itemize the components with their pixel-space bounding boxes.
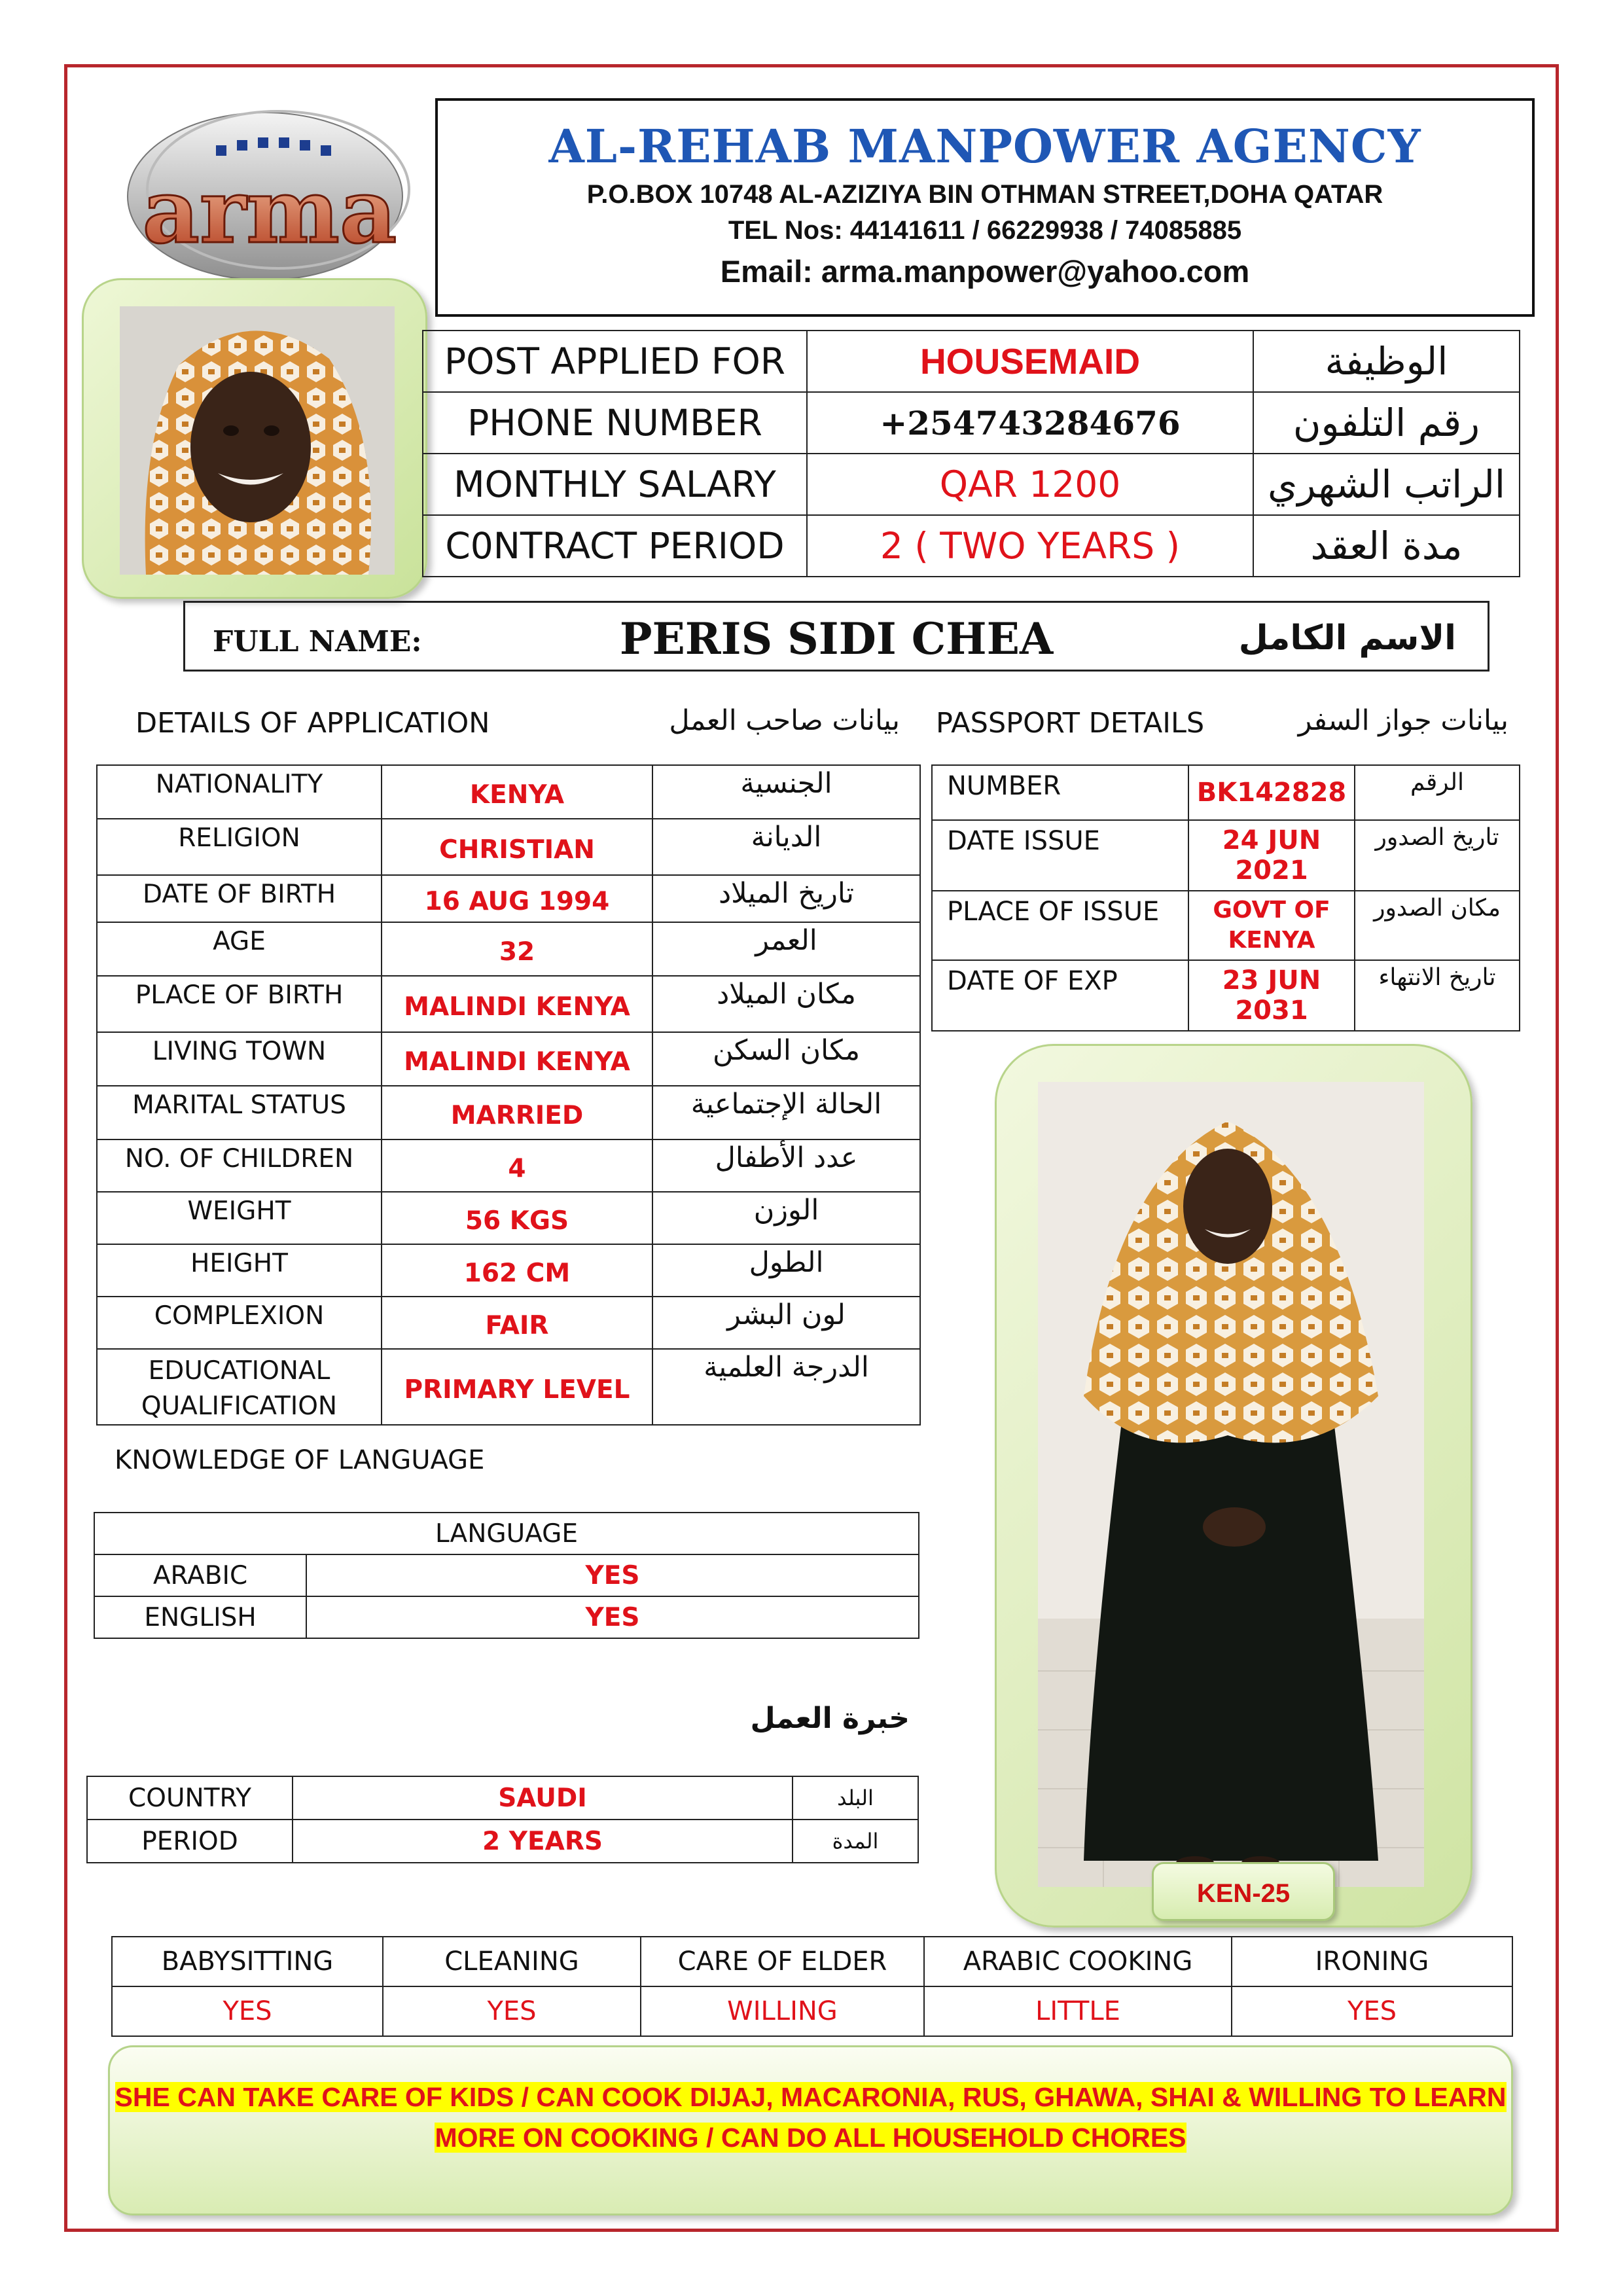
salary-label: MONTHLY SALARY: [423, 454, 807, 515]
table-row: [97, 1349, 920, 1425]
row-arabic: الديانة: [652, 819, 920, 875]
remarks-line-1: SHE CAN TAKE CARE OF KIDS / CAN COOK DIJAJ, MACARONIA, RUS, GHAWA, SHAI & WILLING TO LEARN: [115, 2082, 1507, 2112]
portrait-photo-frame: [82, 278, 427, 599]
table-row: [423, 454, 1520, 515]
skill-value: LITTLE: [924, 1986, 1232, 2036]
experience-label: PERIOD: [87, 1820, 293, 1863]
row-arabic: تاريخ الانتهاء: [1355, 960, 1520, 1031]
table-row: [94, 1513, 919, 1554]
remarks-line-2: MORE ON COOKING / CAN DO ALL HOUSEHOLD CHORES: [435, 2123, 1186, 2153]
phone-label: PHONE NUMBER: [423, 392, 807, 454]
row-value: GOVT OF KENYA: [1188, 891, 1355, 960]
skill-header: CLEANING: [383, 1937, 641, 1986]
skills-table: [111, 1936, 1513, 2037]
row-label: PLACE OF ISSUE: [932, 891, 1188, 960]
table-row: [97, 819, 920, 875]
table-row: [932, 891, 1520, 960]
agency-address: P.O.BOX 10748 AL-AZIZIYA BIN OTHMAN STREET,DOHA QATAR: [586, 180, 1383, 209]
language-title: KNOWLEDGE OF LANGUAGE: [115, 1445, 485, 1475]
row-label: RELIGION: [97, 819, 382, 875]
contract-label: C0NTRACT PERIOD: [423, 515, 807, 577]
row-arabic: الدرجة العلمية: [652, 1349, 920, 1425]
row-value: KENYA: [382, 765, 652, 819]
post-label: POST APPLIED FOR: [423, 331, 807, 392]
salary-value: QAR 1200: [807, 454, 1253, 515]
logo-text: arma: [142, 159, 397, 263]
row-label: HEIGHT: [97, 1244, 382, 1297]
skill-value: YES: [1232, 1986, 1512, 2036]
table-row: [932, 820, 1520, 891]
full-name-box: [183, 601, 1489, 672]
row-value: 23 JUN 2031: [1188, 960, 1355, 1031]
skill-header: IRONING: [1232, 1937, 1512, 1986]
row-label: DATE ISSUE: [932, 820, 1188, 891]
table-row: [97, 1297, 920, 1349]
row-arabic: عدد الأطفال: [652, 1139, 920, 1192]
row-label: NO. OF CHILDREN: [97, 1139, 382, 1192]
row-arabic: مكان الميلاد: [652, 976, 920, 1032]
table-row: [97, 765, 920, 819]
contract-arabic: مدة العقد: [1253, 515, 1520, 577]
full-body-photo-frame: [995, 1044, 1472, 1928]
row-arabic: العمر: [652, 922, 920, 976]
table-row: [97, 1139, 920, 1192]
full-name-label: FULL NAME:: [213, 625, 422, 658]
table-row: [97, 1032, 920, 1086]
agency-logo: [118, 98, 432, 295]
language-value: YES: [306, 1554, 919, 1596]
experience-title-arabic: خبرة العمل: [750, 1702, 910, 1735]
table-row: [932, 765, 1520, 820]
agency-header: [435, 98, 1535, 317]
application-title: DETAILS OF APPLICATION: [135, 707, 490, 740]
row-value: PRIMARY LEVEL: [382, 1349, 652, 1425]
language-table: [94, 1512, 919, 1639]
portrait-photo: [120, 306, 395, 575]
language-value: YES: [306, 1596, 919, 1638]
application-title-arabic: بيانات صاحب العمل: [669, 704, 900, 737]
table-row: [94, 1554, 919, 1596]
row-value: FAIR: [382, 1297, 652, 1349]
experience-label: COUNTRY: [87, 1776, 293, 1820]
row-label: LIVING TOWN: [97, 1032, 382, 1086]
table-row: [97, 976, 920, 1032]
phone-arabic: رقم التلفون: [1253, 392, 1520, 454]
table-row: [87, 1820, 918, 1863]
row-label: DATE OF BIRTH: [97, 875, 382, 922]
skill-header: ARABIC COOKING: [924, 1937, 1232, 1986]
skill-value: YES: [383, 1986, 641, 2036]
row-arabic: لون البشر: [652, 1297, 920, 1349]
row-label: EDUCATIONAL QUALIFICATION: [97, 1349, 382, 1425]
skill-value: YES: [112, 1986, 383, 2036]
row-label: NUMBER: [932, 765, 1188, 820]
full-name-arabic: الاسم الكامل: [1238, 619, 1456, 658]
phone-value: +254743284676: [807, 392, 1253, 454]
candidate-code-badge: KEN-25: [1152, 1862, 1335, 1921]
row-value: BK142828: [1188, 765, 1355, 820]
experience-value: SAUDI: [293, 1776, 793, 1820]
table-row: [97, 875, 920, 922]
row-arabic: الجنسية: [652, 765, 920, 819]
full-name-value: PERIS SIDI CHEA: [619, 613, 1054, 664]
job-summary-table: [422, 330, 1520, 577]
full-body-photo: [1038, 1082, 1424, 1887]
skill-header: BABYSITTING: [112, 1937, 383, 1986]
row-value: 4: [382, 1139, 652, 1192]
row-label: COMPLEXION: [97, 1297, 382, 1349]
passport-title-arabic: بيانات جواز السفر: [1298, 704, 1508, 737]
passport-title: PASSPORT DETAILS: [936, 707, 1205, 740]
post-value: HOUSEMAID: [807, 331, 1253, 392]
table-row: [97, 1192, 920, 1244]
table-row: [423, 392, 1520, 454]
row-arabic: تاريخ الميلاد: [652, 875, 920, 922]
table-row: [932, 960, 1520, 1031]
passport-details-table: [931, 764, 1520, 1031]
row-arabic: تاريخ الصدور: [1355, 820, 1520, 891]
table-row: [112, 1986, 1512, 2036]
row-arabic: مكان الصدور: [1355, 891, 1520, 960]
experience-value: 2 YEARS: [293, 1820, 793, 1863]
row-value: MARRIED: [382, 1086, 652, 1139]
table-row: [94, 1596, 919, 1638]
agency-phones: TEL Nos: 44141611 / 66229938 / 74085885: [728, 216, 1242, 245]
contract-value: 2 ( TWO YEARS ): [807, 515, 1253, 577]
row-value: CHRISTIAN: [382, 819, 652, 875]
table-row: [87, 1776, 918, 1820]
table-row: [97, 1086, 920, 1139]
table-row: [112, 1937, 1512, 1986]
table-row: [97, 1244, 920, 1297]
row-label: AGE: [97, 922, 382, 976]
experience-arabic: البلد: [793, 1776, 918, 1820]
agency-email: Email: arma.manpower@yahoo.com: [720, 254, 1250, 289]
row-arabic: الحالة الإجتماعية: [652, 1086, 920, 1139]
work-experience-table: [86, 1776, 919, 1863]
post-arabic: الوظيفة: [1253, 331, 1520, 392]
agency-name: AL-REHAB MANPOWER AGENCY: [548, 119, 1421, 173]
row-value: 162 CM: [382, 1244, 652, 1297]
row-arabic: الطول: [652, 1244, 920, 1297]
experience-arabic: المدة: [793, 1820, 918, 1863]
row-label: PLACE OF BIRTH: [97, 976, 382, 1032]
row-value: MALINDI KENYA: [382, 976, 652, 1032]
table-row: [423, 331, 1520, 392]
row-arabic: الرقم: [1355, 765, 1520, 820]
row-value: 24 JUN 2021: [1188, 820, 1355, 891]
row-value: 32: [382, 922, 652, 976]
language-name: ENGLISH: [94, 1596, 306, 1638]
row-value: 56 KGS: [382, 1192, 652, 1244]
row-label: MARITAL STATUS: [97, 1086, 382, 1139]
table-row: [97, 922, 920, 976]
row-label: DATE OF EXP: [932, 960, 1188, 1031]
row-label: NATIONALITY: [97, 765, 382, 819]
skill-header: CARE OF ELDER: [641, 1937, 924, 1986]
row-value: MALINDI KENYA: [382, 1032, 652, 1086]
row-arabic: الوزن: [652, 1192, 920, 1244]
skill-value: WILLING: [641, 1986, 924, 2036]
language-header: LANGUAGE: [94, 1513, 919, 1554]
salary-arabic: الراتب الشهري: [1253, 454, 1520, 515]
row-label: WEIGHT: [97, 1192, 382, 1244]
remarks-panel: [108, 2045, 1513, 2215]
row-arabic: مكان السكن: [652, 1032, 920, 1086]
application-details-table: [96, 764, 921, 1426]
table-row: [423, 515, 1520, 577]
language-name: ARABIC: [94, 1554, 306, 1596]
row-value: 16 AUG 1994: [382, 875, 652, 922]
